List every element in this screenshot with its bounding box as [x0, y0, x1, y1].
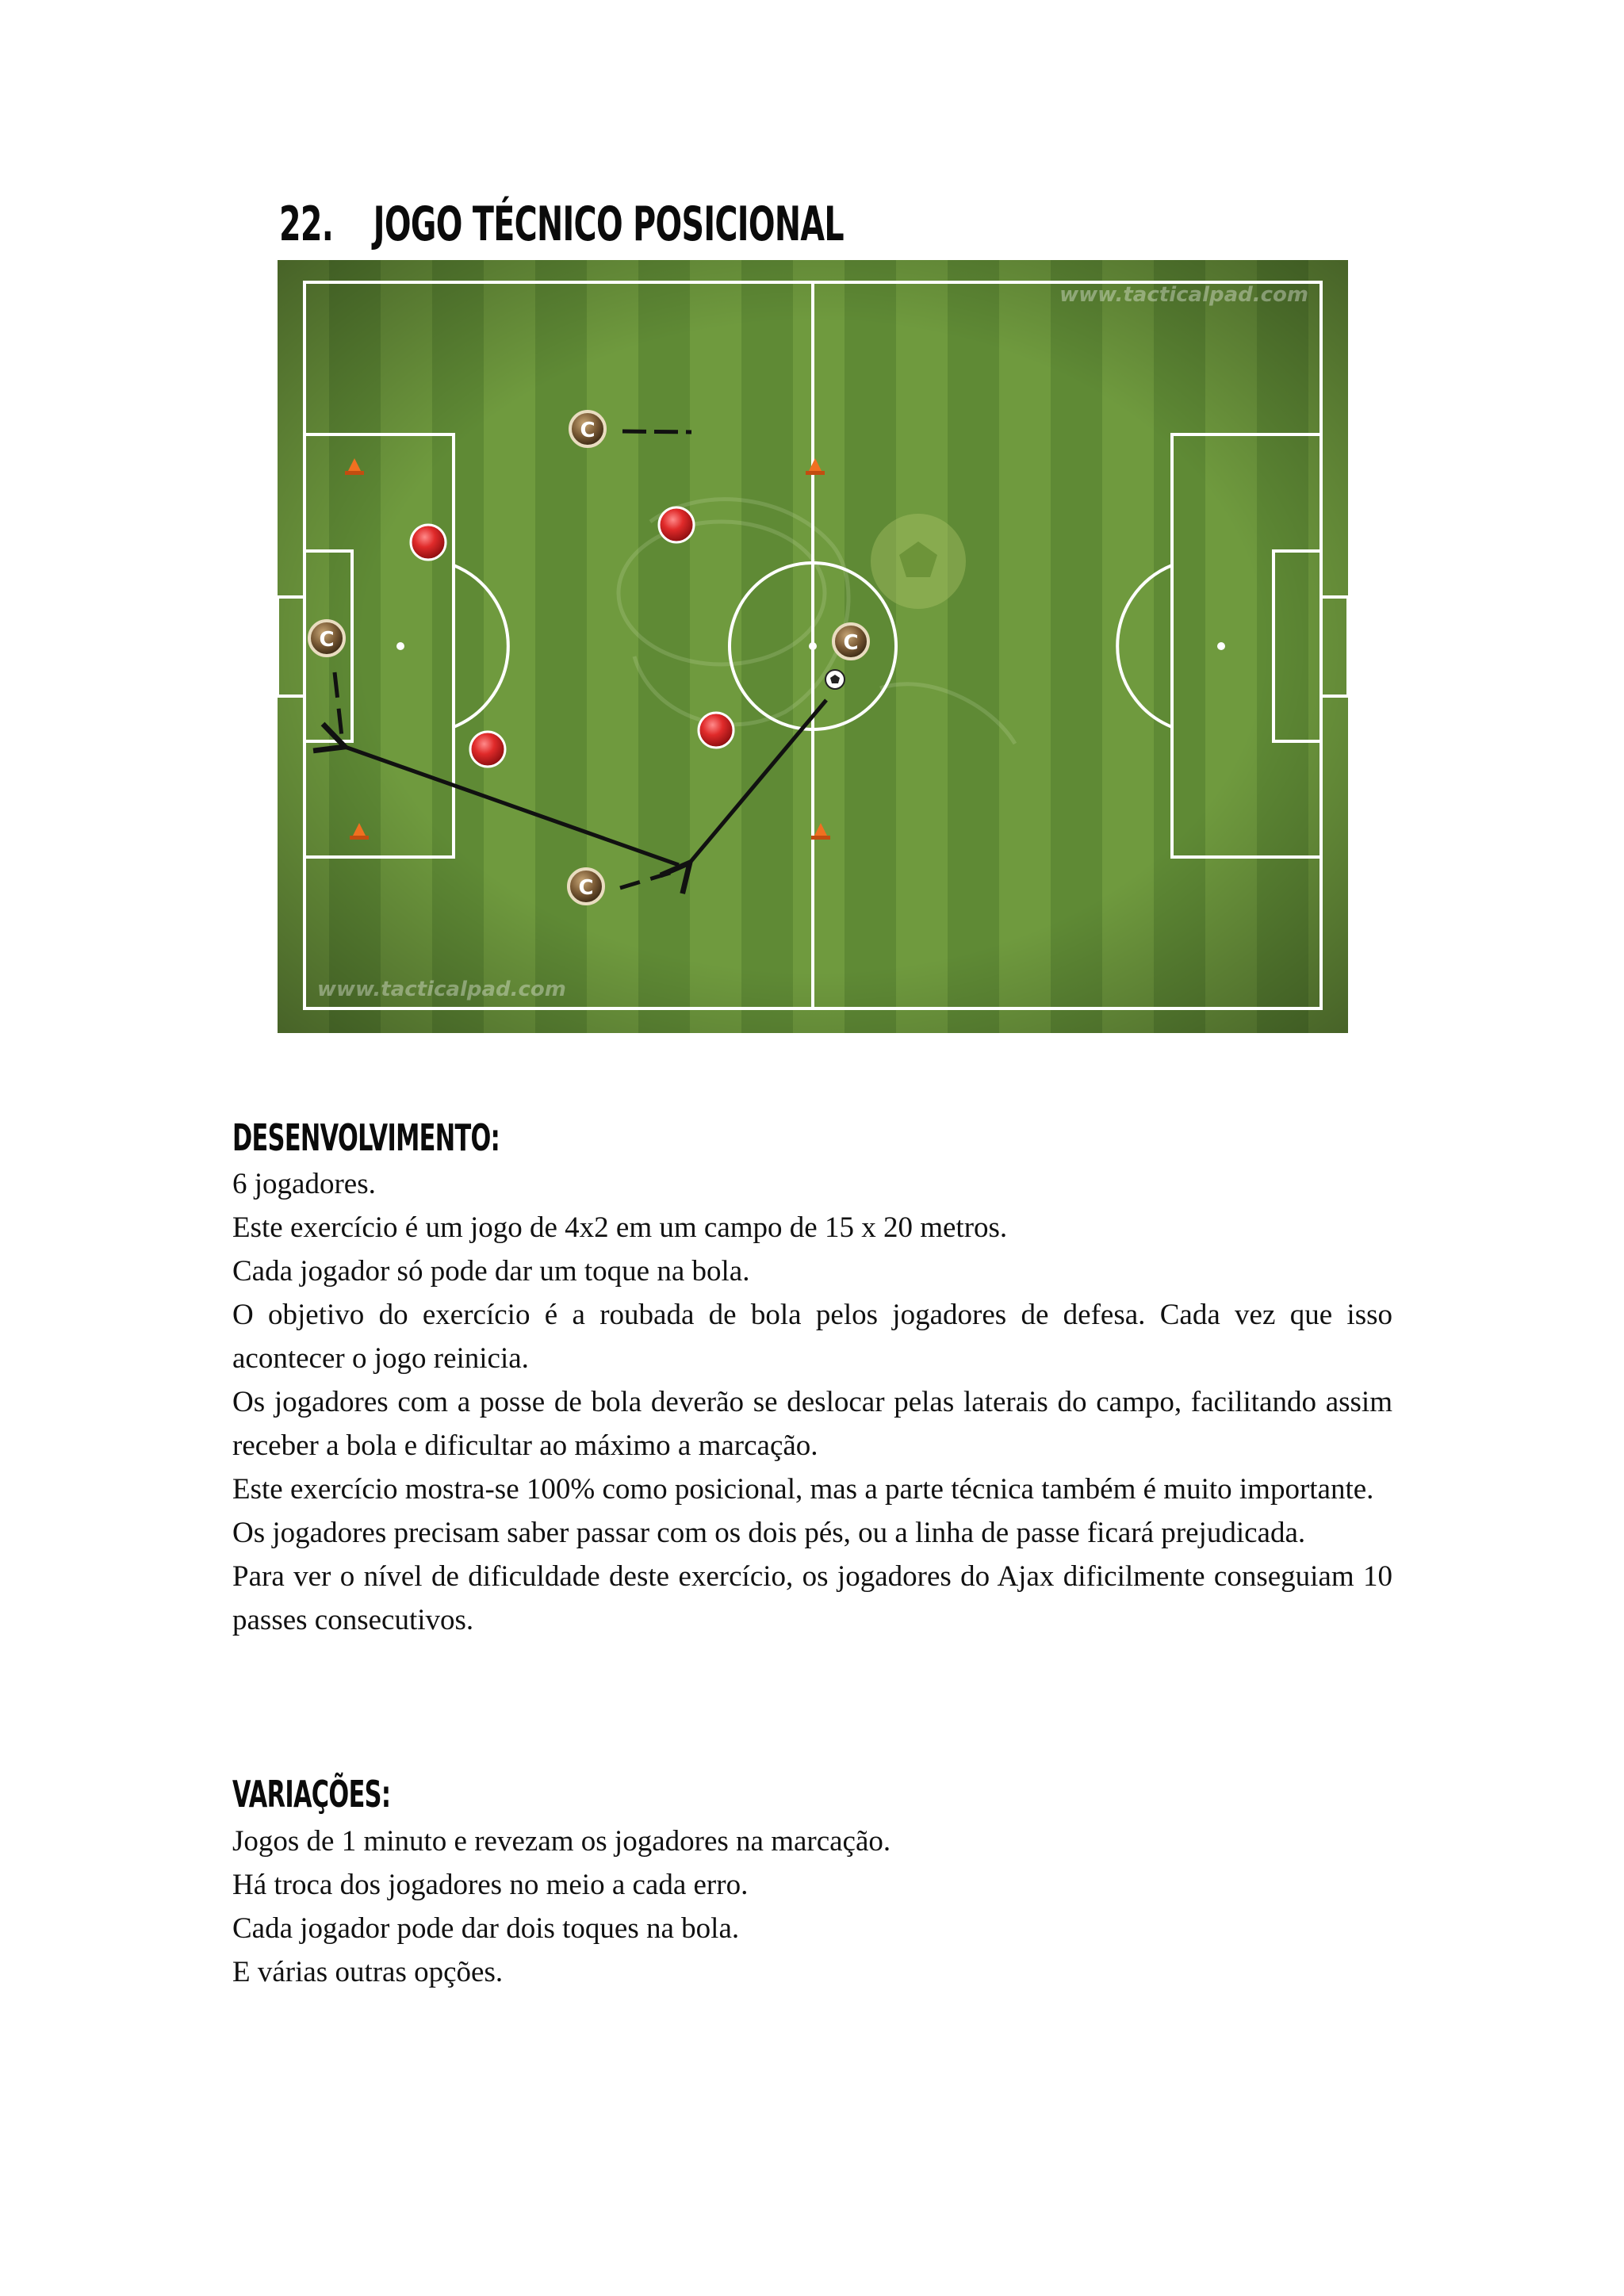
- page-title: [279, 197, 844, 252]
- paragraph: Este exercício é um jogo de 4x2 em um campo de 15 x 20 metros.: [232, 1211, 1008, 1244]
- ball-emblem: [871, 514, 966, 609]
- paragraph: E várias outras opções.: [232, 1956, 504, 1988]
- svg-text:C: C: [843, 631, 859, 655]
- paragraph: Este exercício mostra-se 100% como posicional, mas a parte técnica também é muito importante.: [232, 1473, 1374, 1506]
- tactical-pitch-diagram: [278, 260, 1348, 1033]
- attacker-marker: [569, 869, 603, 904]
- paragraph: Jogos de 1 minuto e revezam os jogadores na marcação.: [232, 1825, 891, 1858]
- section-heading-desenvolvimento: DESENVOLVIMENTO:: [232, 1116, 500, 1159]
- defender-marker: [659, 507, 694, 542]
- defender-marker: [411, 525, 446, 560]
- title-number: 22.: [279, 197, 334, 252]
- watermark-top: www.tacticalpad.com: [1059, 283, 1308, 307]
- paragraph: 6 jogadores.: [232, 1168, 376, 1200]
- paragraph: Cada jogador pode dar dois toques na bola.: [232, 1912, 740, 1945]
- svg-text:C: C: [580, 419, 596, 442]
- svg-text:C: C: [578, 876, 594, 900]
- paragraph: Há troca dos jogadores no meio a cada erro.: [232, 1869, 749, 1901]
- paragraph: Os jogadores com a posse de bola deverão se deslocar pelas laterais do campo, facilitando assim receber a bola e dificultar ao máximo a marcação.: [232, 1386, 1392, 1462]
- desenvolvimento-body: [232, 1162, 1392, 1642]
- svg-text:C: C: [319, 628, 335, 652]
- paragraph: Os jogadores precisam saber passar com os dois pés, ou a linha de passe ficará prejudicada.: [232, 1517, 1306, 1549]
- paragraph: O objetivo do exercício é a roubada de bola pelos jogadores de defesa. Cada vez que isso acontecer o jogo reinicia.: [232, 1299, 1392, 1375]
- watermark-bottom: www.tacticalpad.com: [317, 978, 566, 1001]
- paragraph: Cada jogador só pode dar um toque na bola.: [232, 1255, 750, 1288]
- title-text: JOGO TÉCNICO POSICIONAL: [373, 197, 844, 252]
- defender-marker: [470, 732, 505, 767]
- variacoes-body: [232, 1820, 1392, 1994]
- defender-marker: [699, 713, 733, 748]
- soccer-ball-icon: [825, 670, 845, 689]
- paragraph: Para ver o nível de dificuldade deste exercício, os jogadores do Ajax dificilmente conseguiam 10 passes consecutivos.: [232, 1560, 1392, 1636]
- attacker-marker: [833, 624, 868, 659]
- section-heading-variacoes: VARIAÇÕES:: [232, 1773, 391, 1816]
- attacker-marker: [570, 411, 605, 446]
- attacker-marker: [309, 621, 344, 656]
